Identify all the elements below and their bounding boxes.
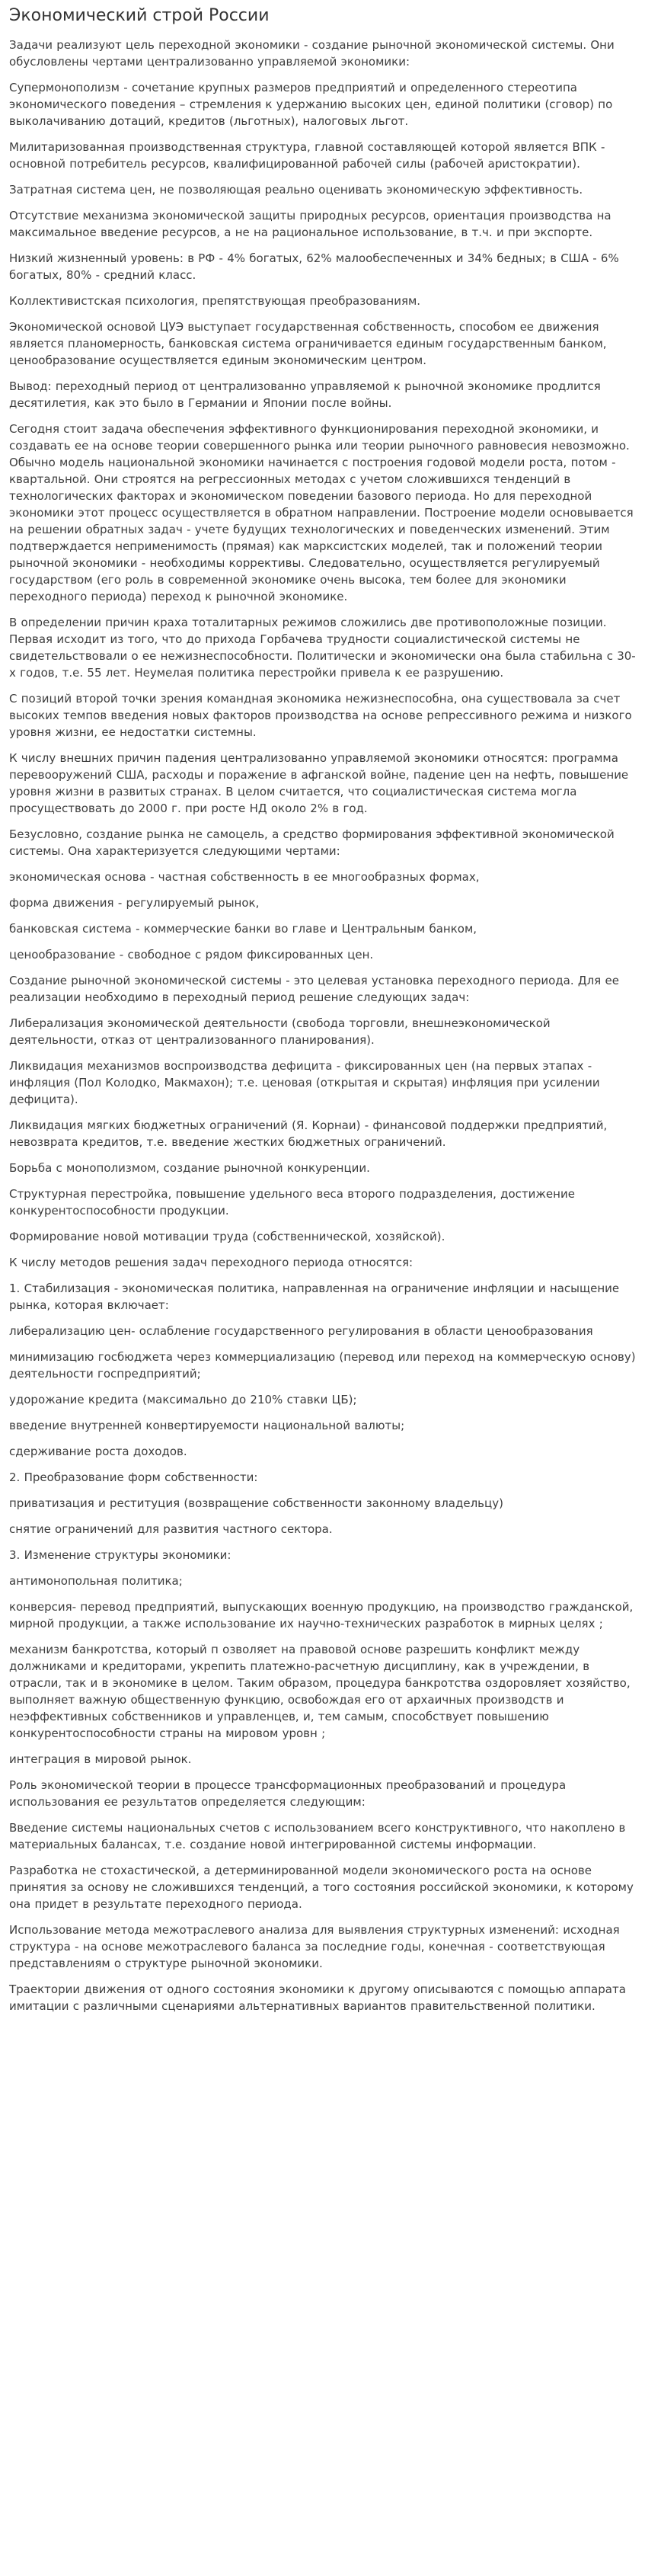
paragraph: экономическая основа - частная собственность в ее многообразных формах, [9, 870, 480, 884]
paragraph: либерализацию цен- ослабление государственного регулирования в области ценообразования [9, 1324, 593, 1338]
paragraph: Затратная система цен, не позволяющая реально оценивать экономическую эффективность. [9, 183, 583, 197]
paragraph: Ликвидация мягких бюджетных ограничений (Я. Корнаи) - финансовой поддержки предприятий, невозврата кредитов, т.е. введение жестких бюджетных ограничений. [9, 1118, 608, 1149]
paragraph: Траектории движения от одного состояния экономики к другому описываются с помощью аппарата имитации с различными сценариями альтернативных вариантов правительственной политики. [9, 1982, 626, 2013]
paragraph: Задачи реализуют цель переходной экономики - создание рыночной экономической системы. Они обусловлены чертами централизованно управляемой экономики: [9, 38, 615, 69]
paragraph: Структурная перестройка, повышение удельного веса второго подразделения, достижение конкурентоспособности продукции. [9, 1187, 575, 1218]
paragraph: 3. Изменение структуры экономики: [9, 1548, 231, 1562]
paragraph: С позиций второй точки зрения командная экономика нежизнеспособна, она существовала за счет высоких темпов введения новых факторов производства на основе репрессивного режима и низкого уровня жизни, ее недостатки системны. [9, 692, 632, 739]
paragraph: К числу методов решения задач переходного периода относятся: [9, 1256, 414, 1269]
paragraph: минимизацию госбюджета через коммерциализацию (перевод или переход на коммерческую основу) деятельности госпредприятий; [9, 1350, 636, 1381]
paragraph: Введение системы национальных счетов с использованием всего конструктивного, что накоплено в материальных балансах, т.е. создание новой интегрированной системы информации. [9, 1821, 626, 1851]
paragraph: Коллективистская психология, препятствующая преобразованиям. [9, 294, 421, 308]
paragraph: ценообразование - свободное с рядом фиксированных цен. [9, 948, 374, 962]
paragraph: Низкий жизненный уровень: в РФ - 4% богатых, 62% малообеспеченных и 34% бедных; в США - 6% богатых, 80% - средний класс. [9, 251, 619, 282]
paragraph: приватизация и реституция (возвращение собственности законному владельцу) [9, 1496, 503, 1510]
paragraph: Борьба с монополизмом, создание рыночной конкуренции. [9, 1161, 370, 1175]
paragraph: введение внутренней конвертируемости национальной валюты; [9, 1419, 405, 1432]
paragraph: В определении причин краха тоталитарных режимов сложились две противоположные позиции. Первая исходит из того, что до прихода Горбачева трудности социалистической системы не свидетельствовали о ее нежизнеспособности. Политически и экономически она была стабильна с 30-х годов, т.е. 55 лет. Неумелая политика перестройки привела к ее разрушению. [9, 616, 636, 680]
paragraph: Разработка не стохастической, а детерминированной модели экономического роста на основе принятия за основу не сложившихся тенденций, а того состояния российской экономики, к которому она придет в результате переходного периода. [9, 1864, 634, 1911]
paragraph: Безусловно, создание рынка не самоцель, а средство формирования эффективной экономической системы. Она характеризуется следующими чертами: [9, 827, 615, 858]
paragraph: интеграция в мировой рынок. [9, 1752, 192, 1766]
paragraph: Отсутствие механизма экономической защиты природных ресурсов, ориентация производства на максимальное введение ресурсов, а не на рациональное использование, в т.ч. и при экспорте. [9, 209, 611, 239]
paragraph: Экономической основой ЦУЭ выступает государственная собственность, способом ее движения является планомерность, банковская система ограничивается единым государственным банком, ценообразование осуществляется единым экономическим центром. [9, 320, 607, 367]
paragraph: Использование метода межотраслевого анализа для выявления структурных изменений: исходная структура - на основе межотраслевого баланса за последние годы, конечная - соответствующая представлениям о структуре рыночной экономики. [9, 1923, 620, 1970]
paragraph: удорожание кредита (максимально до 210% ставки ЦБ); [9, 1393, 357, 1406]
article-body [9, 37, 636, 2014]
paragraph: Создание рыночной экономической системы - это целевая установка переходного периода. Для ее реализации необходимо в переходный период решение следующих задач: [9, 974, 619, 1004]
paragraph: сдерживание роста доходов. [9, 1445, 187, 1458]
paragraph: антимонопольная политика; [9, 1574, 183, 1588]
page-title: Экономический строй России [9, 6, 270, 25]
paragraph: 1. Стабилизация - экономическая политика, направленная на ограничение инфляции и насыщение рынка, которая включает: [9, 1282, 620, 1312]
paragraph: форма движения - регулируемый рынок, [9, 896, 260, 910]
paragraph: Либерализация экономической деятельности (свобода торговли, внешнеэкономической деятельности, отказ от централизованного планирования). [9, 1016, 551, 1047]
paragraph: Милитаризованная производственная структура, главной составляющей которой является ВПК - основной потребитель ресурсов, квалифицированной рабочей силы (рабочей аристократии). [9, 140, 605, 171]
paragraph: банковская система - коммерческие банки во главе и Центральным банком, [9, 922, 477, 936]
paragraph: К числу внешних причин падения централизованно управляемой экономики относятся: программа перевооружений США, расходы и поражение в афганской войне, падение цен на нефть, повышение уровня жизни в развитых странах. В целом считается, что социалистическая система могла просуществовать до 2000 г. при росте НД около 2% в год. [9, 751, 629, 815]
paragraph: Ликвидация механизмов воспроизводства дефицита - фиксированных цен (на первых этапах - инфляция (Пол Колодко, Макмахон); т.е. ценовая (открытая и скрытая) инфляция при усилении дефицита). [9, 1059, 600, 1106]
paragraph: Роль экономической теории в процессе трансформационных преобразований и процедура использования ее результатов определяется следующим: [9, 1778, 567, 1809]
paragraph: 2. Преобразование форм собственности: [9, 1470, 258, 1484]
paragraph: конверсия- перевод предприятий, выпускающих военную продукцию, на производство гражданской, мирной продукции, а также использование их научно-технических разработок в мирных целях ; [9, 1600, 634, 1630]
paragraph: Сегодня стоит задача обеспечения эффективного функционирования переходной экономики, и создавать ее на основе теории совершенного рынка или теории рыночного равновесия невозможно. Обычно модель национальной экономики начинается с построения годовой модели роста, потом - квартальной. Они строятся на регрессионных методах с учетом сложившихся тенденций в технологических факторах и экономическом поведении базового периода. Но для переходной экономики этот процесс осуществляется в обратном направлении. Построение модели основывается на решении обратных задач - учете будущих технологических и поведенческих изменений. Этим подтверждается неприменимость (прямая) как марксистских моделей, так и положений теории рыночной экономики - необходимы коррективы. Следовательно, осуществляется регулируемый государством (его роль в современной экономике очень высока, тем более для экономики переходного периода) переход к рыночной экономике. [9, 422, 634, 603]
paragraph: Вывод: переходный период от централизованно управляемой к рыночной экономике продлится десятилетия, как это было в Германии и Японии после войны. [9, 379, 601, 410]
paragraph: Супермонополизм - сочетание крупных размеров предприятий и определенного стереотипа экономического поведения – стремления к удержанию высоких цен, единой политики (сговор) по выколачиванию дотаций, кредитов (льготных), налоговых льгот. [9, 81, 613, 128]
paragraph: механизм банкротства, который п озволяет на правовой основе разрешить конфликт между должниками и кредиторами, укрепить платежно-расчетную дисциплину, как в учреждении, в отрасли, так и в экономике в целом. Таким образом, процедура банкротства оздоровляет хозяйство, выполняет важную общественную функцию, освобождая его от архаичных производств и неэффективных собственников и управленцев, и, тем самым, способствует повышению конкурентоспособности страны на мировом уровн ; [9, 1643, 631, 1740]
paragraph: Формирование новой мотивации труда (собственнической, хозяйской). [9, 1230, 445, 1243]
paragraph: снятие ограничений для развития частного сектора. [9, 1522, 333, 1536]
